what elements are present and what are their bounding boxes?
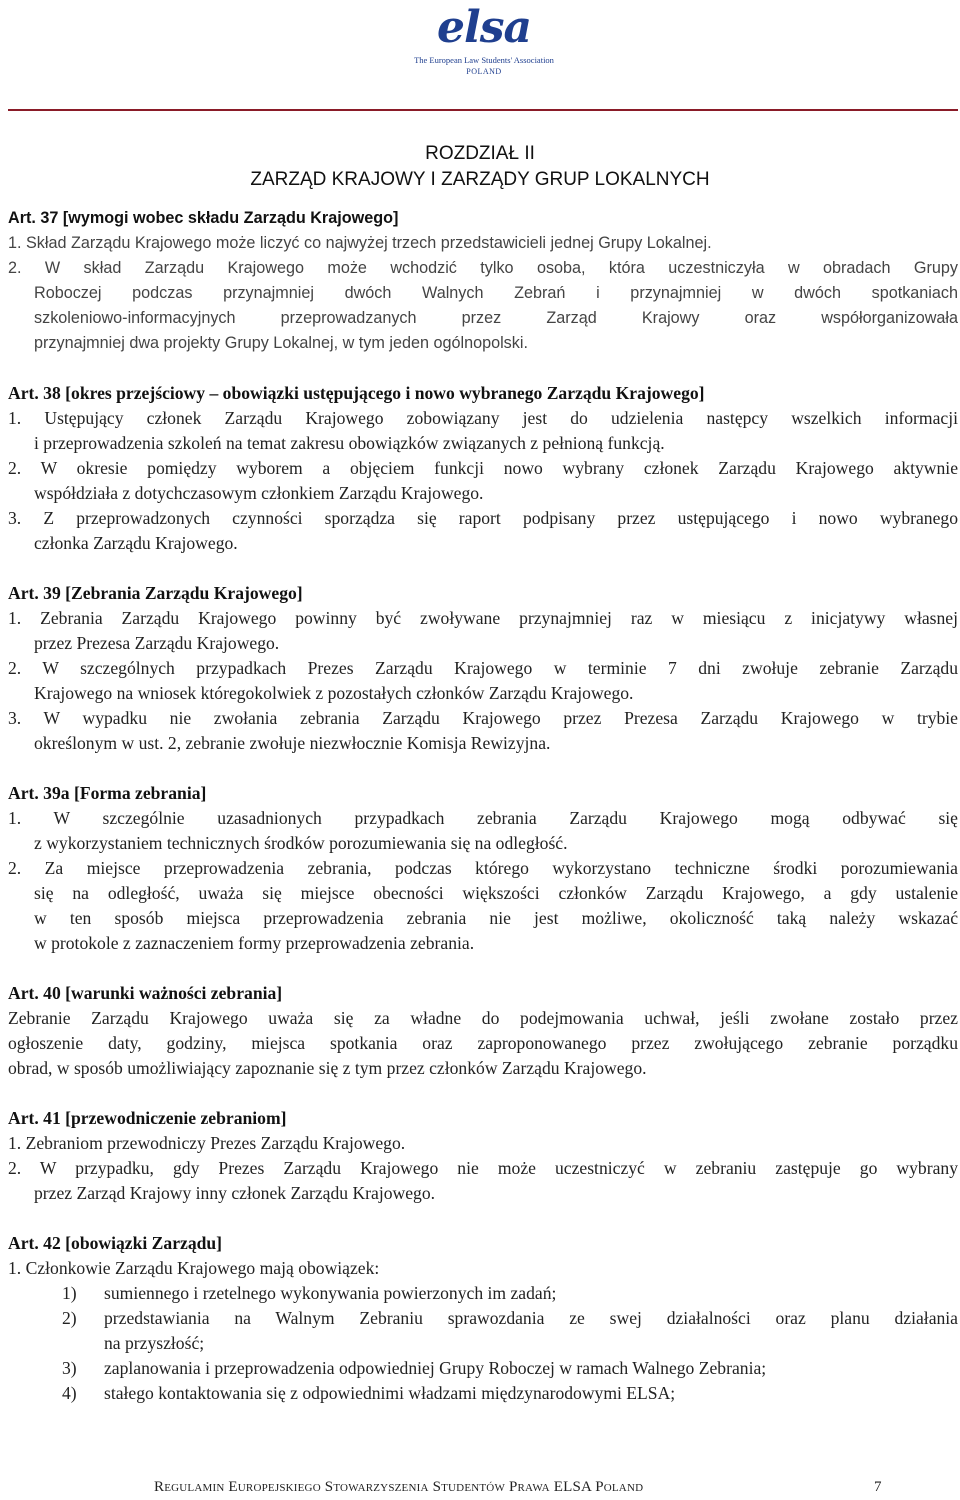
article-42-heading: Art. 42 [obowiązki Zarządu]: [8, 1233, 223, 1253]
paragraph-line: 1. Ustępujący członek Zarządu Krajowego zobowiązany jest do udzielenia następcy wszelkich informacji: [8, 408, 958, 428]
logo-country: POLAND: [466, 67, 502, 76]
paragraph-line: 3. Z przeprowadzonych czynności sporządza się raport podpisany przez ustępującego i nowo wybranego: [8, 508, 958, 528]
paragraph-line: 2. Za miejsce przeprowadzenia zebrania, podczas którego wykorzystano techniczne środki porozumiewania: [8, 858, 958, 878]
paragraph-line: szkoleniowo-informacyjnych przeprowadzanych przez Zarząd Krajowy oraz współorganizowała: [34, 309, 958, 327]
list-item-text: przedstawiania na Walnym Zebraniu sprawozdania ze swej działalności oraz planu działania: [104, 1308, 958, 1328]
paragraph-line: 1. Skład Zarządu Krajowego może liczyć co najwyżej trzech przedstawicieli jednej Grupy Lokalnej.: [8, 234, 712, 252]
list-item-text: na przyszłość;: [104, 1333, 205, 1353]
paragraph-line: ogłoszenie daty, godziny, miejsca spotkania oraz zaproponowanego przez zwołującego zebranie porządku: [8, 1033, 958, 1053]
chapter-title: ZARZĄD KRAJOWY I ZARZĄDY GRUP LOKALNYCH: [250, 169, 710, 190]
paragraph-line: obrad, w sposób umożliwiający zapoznanie się z tym przez członków Zarządu Krajowego.: [8, 1058, 647, 1078]
paragraph-line: 2. W szczególnych przypadkach Prezes Zarządu Krajowego w terminie 7 dni zwołuje zebranie Zarządu: [8, 658, 958, 678]
logo-wordmark: elsa: [437, 2, 531, 53]
paragraph-line: przynajmniej dwa projekty Grupy Lokalnej, w tym jeden ogólnopolski.: [34, 334, 528, 352]
paragraph-line: 1. W szczególnie uzasadnionych przypadkach zebrania Zarządu Krajowego mogą odbywać się: [8, 808, 958, 828]
list-item-number: 1): [62, 1283, 77, 1303]
article-40-heading: Art. 40 [warunki ważności zebrania]: [8, 983, 283, 1003]
paragraph-line: Roboczej podczas przynajmniej dwóch Walnych Zebrań i przynajmniej w dwóch spotkaniach: [34, 284, 958, 302]
paragraph-line: Krajowego na wniosek któregokolwiek z pozostałych członków Zarządu Krajowego.: [34, 683, 634, 703]
list-item-number: 4): [62, 1383, 77, 1403]
paragraph-line: 1. Zebraniom przewodniczy Prezes Zarządu Krajowego.: [8, 1133, 406, 1153]
paragraph-line: w protokole z zaznaczeniem formy przeprowadzenia zebrania.: [34, 933, 475, 953]
paragraph-line: 1. Członkowie Zarządu Krajowego mają obowiązek:: [8, 1258, 380, 1278]
header-divider: [8, 109, 958, 111]
article-37-heading: Art. 37 [wymogi wobec składu Zarządu Krajowego]: [8, 209, 399, 227]
paragraph-line: 2. W okresie pomiędzy wyborem a objęciem funkcji nowo wybrany członek Zarządu Krajowego aktywnie: [8, 458, 958, 478]
paragraph-line: przez Zarząd Krajowy inny członek Zarządu Krajowego.: [34, 1183, 436, 1203]
paragraph-line: współdziała z dotychczasowym członkiem Zarządu Krajowego.: [34, 483, 484, 503]
paragraph-line: w ten sposób miejsca przeprowadzenia zebrania nie jest możliwe, okoliczność taką należy wskazać: [34, 908, 958, 928]
list-item-number: 2): [62, 1308, 77, 1328]
paragraph-line: Zebranie Zarządu Krajowego uważa się za władne do podejmowania uchwał, jeśli zwołane zostało przez: [8, 1008, 958, 1028]
article-38-heading: Art. 38 [okres przejściowy – obowiązki ustępującego i nowo wybranego Zarządu Krajowego]: [8, 383, 705, 403]
list-item-text: stałego kontaktowania się z odpowiednimi władzami międzynarodowymi ELSA;: [104, 1383, 676, 1403]
list-item-text: zaplanowania i przeprowadzenia odpowiedniej Grupy Roboczej w ramach Walnego Zebrania;: [104, 1358, 767, 1378]
article-39a-heading: Art. 39a [Forma zebrania]: [8, 783, 207, 803]
paragraph-line: się na odległość, uważa się miejsce obecności większości członków Zarządu Krajowego, a gdy ustalenie: [34, 883, 958, 903]
paragraph-line: przez Prezesa Zarządu Krajowego.: [34, 633, 280, 653]
paragraph-line: określonym w ust. 2, zebranie zwołuje niezwłocznie Komisja Rewizyjna.: [34, 733, 551, 753]
paragraph-line: z wykorzystaniem technicznych środków porozumiewania się na odległość.: [34, 833, 568, 853]
paragraph-line: 3. W wypadku nie zwołania zebrania Zarządu Krajowego przez Prezesa Zarządu Krajowego w trybie: [8, 708, 958, 728]
list-item-number: 3): [62, 1358, 77, 1378]
elsa-logo: [414, 2, 554, 84]
footer-title: Regulamin Europejskiego Stowarzyszenia Studentów Prawa ELSA Poland: [154, 1479, 644, 1495]
page-number: 7: [874, 1479, 882, 1495]
paragraph-line: członka Zarządu Krajowego.: [34, 533, 238, 553]
chapter-number: ROZDZIAŁ II: [425, 143, 535, 164]
paragraph-line: i przeprowadzenia szkoleń na temat zakresu obowiązków związanych z pełnioną funkcją.: [34, 433, 665, 453]
article-39-heading: Art. 39 [Zebrania Zarządu Krajowego]: [8, 583, 303, 603]
paragraph-line: 2. W skład Zarządu Krajowego może wchodzić tylko osoba, która uczestniczyła w obradach Grupy: [8, 259, 958, 277]
logo-subtitle: The European Law Students' Association: [414, 55, 554, 65]
paragraph-line: 1. Zebrania Zarządu Krajowego powinny być zwoływane przynajmniej raz w miesiącu z inicjatywy własnej: [8, 608, 958, 628]
paragraph-line: 2. W przypadku, gdy Prezes Zarządu Krajowego nie może uczestniczyć w zebraniu zastępuje go wybrany: [8, 1158, 958, 1178]
article-41-heading: Art. 41 [przewodniczenie zebraniom]: [8, 1108, 287, 1128]
list-item-text: sumiennego i rzetelnego wykonywania powierzonych im zadań;: [104, 1283, 557, 1303]
